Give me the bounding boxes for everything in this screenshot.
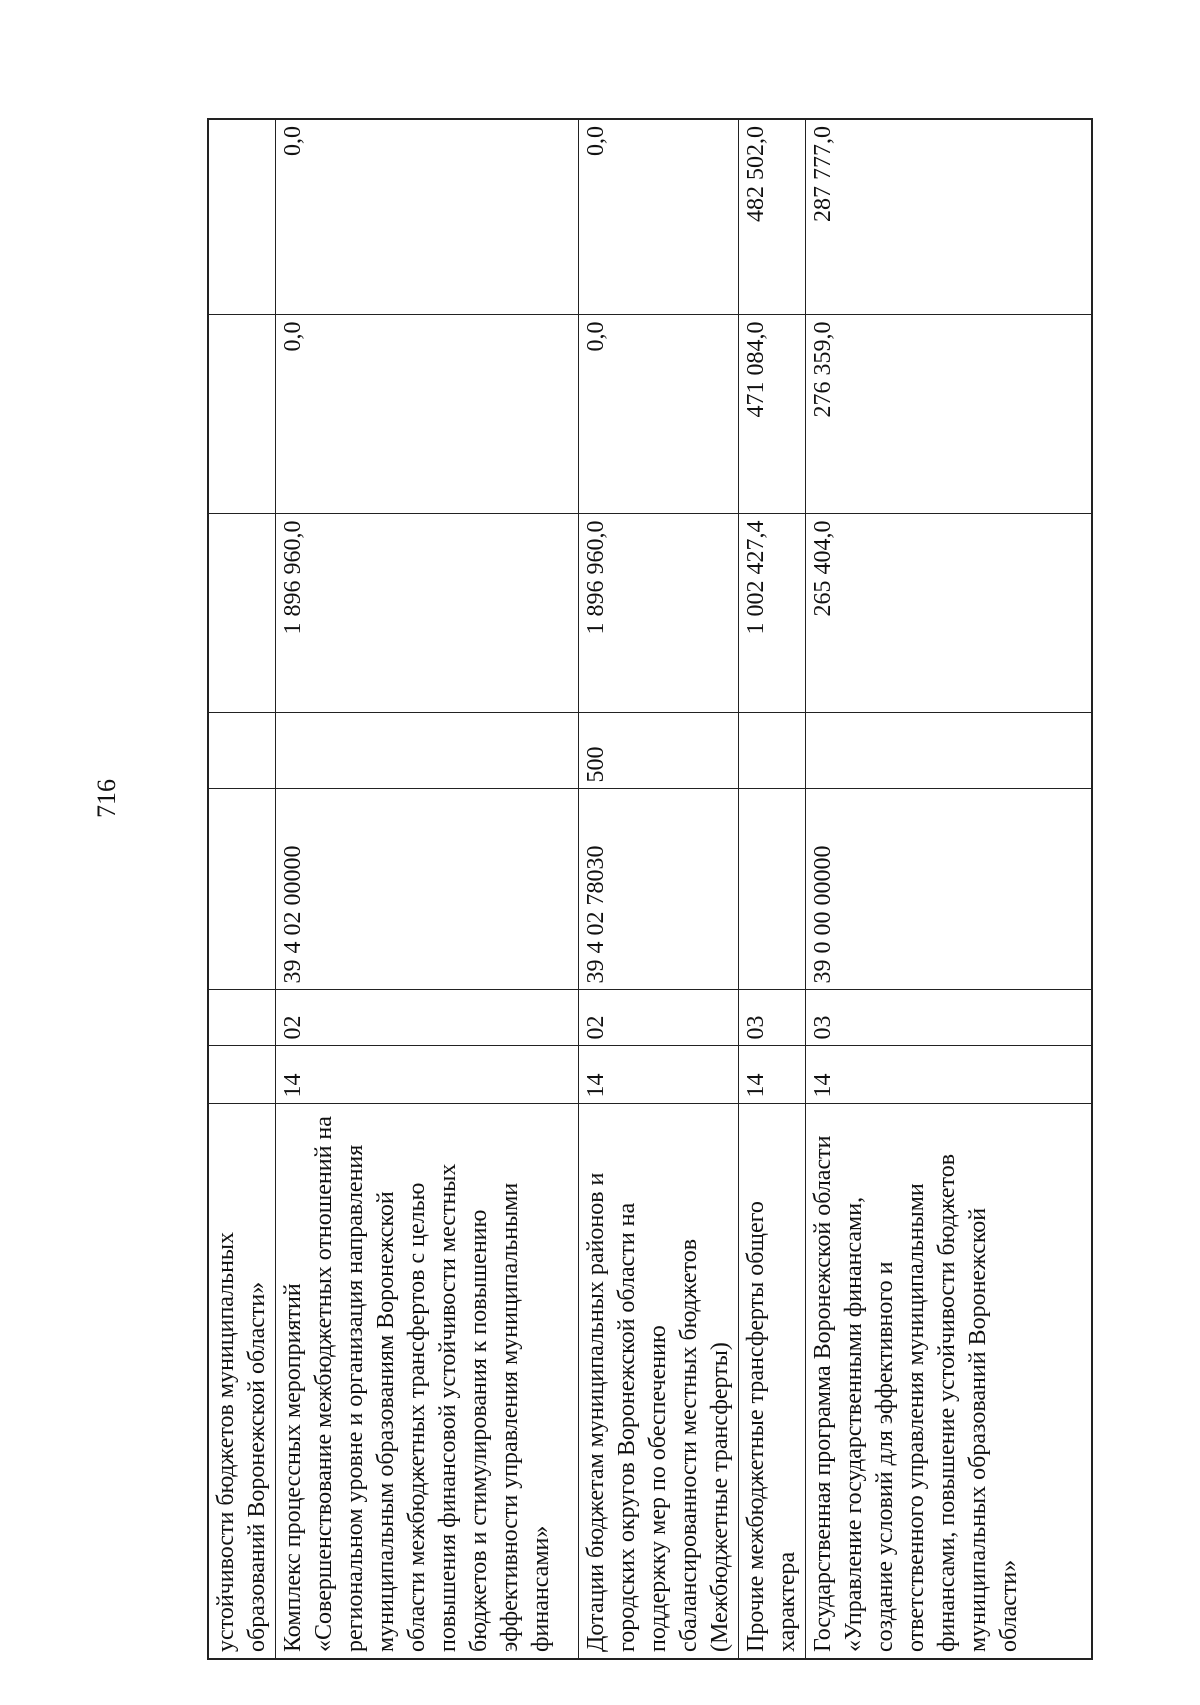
row-name: Прочие межбюджетные трансферты общего характера [739, 1104, 806, 1659]
row-value-2: 276 359,0 [806, 315, 1092, 514]
row-vr [276, 713, 579, 789]
table-row [208, 119, 276, 1659]
row-rz: 14 [276, 1046, 579, 1104]
row-value-3: 0,0 [579, 119, 739, 315]
row-vr [739, 713, 806, 789]
row-value-3: 482 502,0 [739, 119, 806, 315]
row-vr [208, 713, 276, 789]
row-csr: 39 0 00 00000 [806, 789, 1092, 990]
row-pr: 02 [579, 990, 739, 1046]
row-value-3 [208, 119, 276, 315]
row-pr [208, 990, 276, 1046]
row-rz: 14 [806, 1046, 1092, 1104]
row-csr: 39 4 02 00000 [276, 789, 579, 990]
row-vr [806, 713, 1092, 789]
row-value-1: 1 896 960,0 [276, 514, 579, 713]
page-number: 716 [92, 779, 121, 818]
row-csr: 39 4 02 78030 [579, 789, 739, 990]
row-pr: 03 [806, 990, 1092, 1046]
table-row [739, 119, 806, 1659]
row-value-1: 1 896 960,0 [579, 514, 739, 713]
row-value-3: 0,0 [276, 119, 579, 315]
row-name: Дотации бюджетам муниципальных районов и городских округов Воронежской области на поддержку мер по обеспечению сбалансированности местных бюджетов (Межбюджетные трансферты) [579, 1104, 739, 1659]
row-pr: 02 [276, 990, 579, 1046]
row-name: Государственная программа Воронежской области «Управление государственными финансами, создание условий для эффективного и ответственного управления муниципальными финансами, повышение устойчивости бюджетов муниципальных образований Воронежской области» [806, 1104, 1092, 1659]
table-row [579, 119, 739, 1659]
row-name: Комплекс процессных мероприятий «Совершенствование межбюджетных отношений на региональном уровне и организация направления муниципальным образованиям Воронежской области межбюджетных трансфертов с целью повышения финансовой устойчивости местных бюджетов и стимулирования к повышению эффективности управления муниципальными финансами» [276, 1104, 579, 1659]
row-value-2: 0,0 [579, 315, 739, 514]
row-value-2: 471 084,0 [739, 315, 806, 514]
row-csr [739, 789, 806, 990]
row-value-1 [208, 514, 276, 713]
table-row [806, 119, 1092, 1659]
rotated-table-wrapper [207, 120, 1085, 1660]
row-pr: 03 [739, 990, 806, 1046]
row-rz: 14 [739, 1046, 806, 1104]
table-row [276, 119, 579, 1659]
row-value-1: 1 002 427,4 [739, 514, 806, 713]
row-value-1: 265 404,0 [806, 514, 1092, 713]
row-csr [208, 789, 276, 990]
row-name: устойчивости бюджетов муниципальных образований Воронежской области» [208, 1104, 276, 1659]
row-value-2: 0,0 [276, 315, 579, 514]
row-vr: 500 [579, 713, 739, 789]
row-value-2 [208, 315, 276, 514]
row-rz [208, 1046, 276, 1104]
budget-table [207, 118, 1093, 1660]
row-value-3: 287 777,0 [806, 119, 1092, 315]
row-rz: 14 [579, 1046, 739, 1104]
